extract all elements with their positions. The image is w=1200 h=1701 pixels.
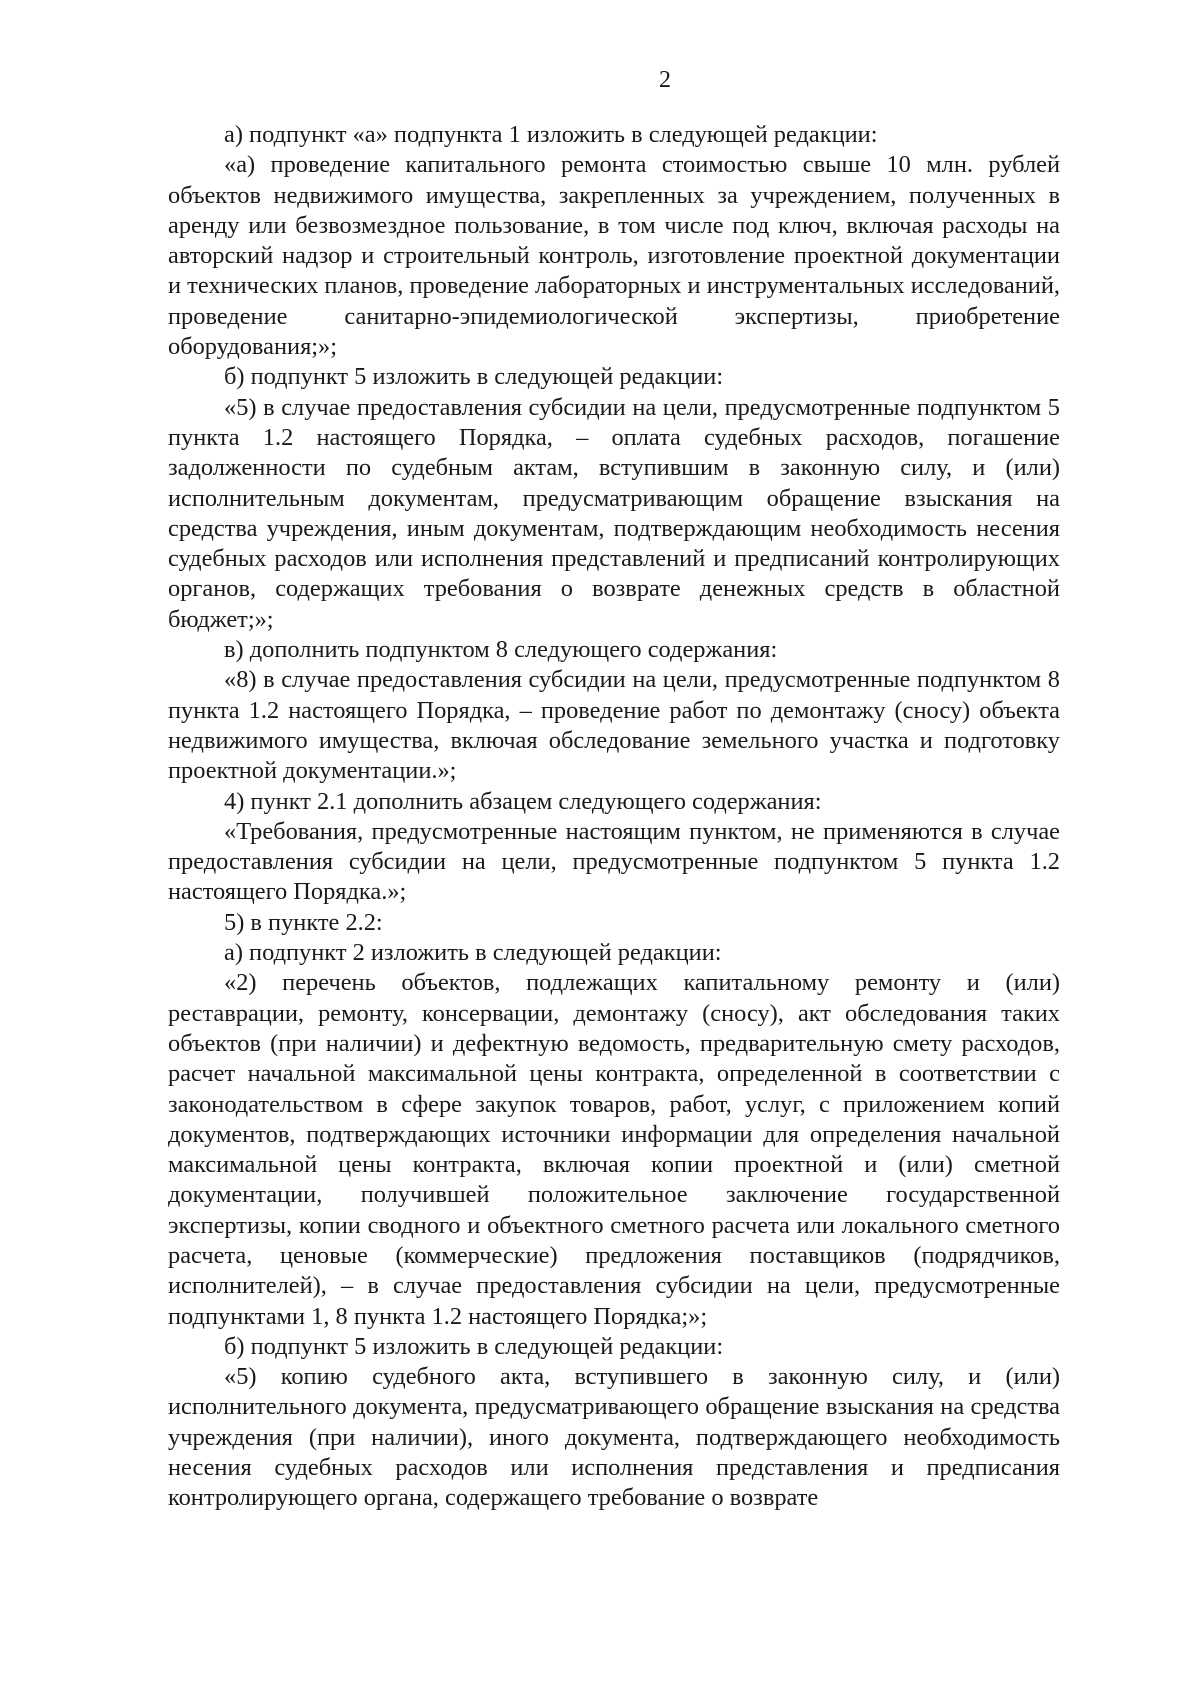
paragraph-2: «а) проведение капитального ремонта стоимостью свыше 10 млн. рублей объектов недвижимого имущества, закрепленных за учреждением, полученных в аренду или безвозмездное пользование, в том числе под ключ, включая расходы на авторский надзор и строительный контроль, изготовление проектной документации и технических планов, проведение лабораторных и инструментальных исследований, проведение санитарно-эпидемиологической экспертизы, приобретение оборудования;»; bbox=[168, 151, 1060, 361]
paragraph-13: «5) копию судебного акта, вступившего в законную силу, и (или) исполнительного документа, предусматривающего обращение взыскания на средства учреждения (при наличии), иного документа, подтверждающего необходимость несения судебных расходов или исполнения представления и предписания контролирующего органа, содержащего требование о возврате bbox=[168, 1363, 1060, 1512]
paragraph-9: 5) в пункте 2.2: bbox=[224, 908, 383, 936]
page-number: 2 bbox=[659, 67, 671, 93]
paragraph-10: а) подпункт 2 изложить в следующей редакции: bbox=[224, 939, 722, 967]
paragraph-7: 4) пункт 2.1 дополнить абзацем следующего содержания: bbox=[224, 787, 822, 815]
document-body bbox=[168, 120, 1060, 1514]
paragraph-3: б) подпункт 5 изложить в следующей редакции: bbox=[224, 363, 724, 391]
paragraph-11: «2) перечень объектов, подлежащих капитальному ремонту и (или) реставрации, ремонту, консервации, демонтажу (сносу), акт обследования таких объектов (при наличии) и дефектную ведомость, предварительную смету расходов, расчет начальной максимальной цены контракта, определенной в соответствии с законодательством в сфере закупок товаров, работ, услуг, с приложением копий документов, подтверждающих источники информации для определения начальной максимальной цены контракта, включая копии проектной и (или) сметной документации, получившей положительное заключение государственной экспертизы, копии сводного и объектного сметного расчета или локального сметного расчета, ценовые (коммерческие) предложения поставщиков (подрядчиков, исполнителей), – в случае предоставления субсидии на цели, предусмотренные подпунктами 1, 8 пункта 1.2 настоящего Порядка;»; bbox=[168, 969, 1060, 1330]
paragraph-6: «8) в случае предоставления субсидии на цели, предусмотренные подпунктом 8 пункта 1.2 настоящего Порядка, – проведение работ по демонтажу (сносу) объекта недвижимого имущества, включая обследование земельного участка и подготовку проектной документации.»; bbox=[168, 666, 1060, 785]
paragraph-5: в) дополнить подпунктом 8 следующего содержания: bbox=[224, 636, 778, 664]
paragraph-12: б) подпункт 5 изложить в следующей редакции: bbox=[224, 1332, 724, 1360]
paragraph-1: а) подпункт «а» подпункта 1 изложить в следующей редакции: bbox=[224, 121, 878, 148]
paragraph-4: «5) в случае предоставления субсидии на цели, предусмотренные подпунктом 5 пункта 1.2 настоящего Порядка, – оплата судебных расходов, погашение задолженности по судебным актам, вступившим в законную силу, и (или) исполнительным документам, предусматривающим обращение взыскания на средства учреждения, иным документам, подтверждающим необходимость несения судебных расходов или исполнения представлений и предписаний контролирующих органов, содержащих требования о возврате денежных средств в областной бюджет;»; bbox=[168, 393, 1060, 633]
paragraph-8: «Требования, предусмотренные настоящим пунктом, не применяются в случае предоставления субсидии на цели, предусмотренные подпунктом 5 пункта 1.2 настоящего Порядка.»; bbox=[168, 817, 1060, 906]
